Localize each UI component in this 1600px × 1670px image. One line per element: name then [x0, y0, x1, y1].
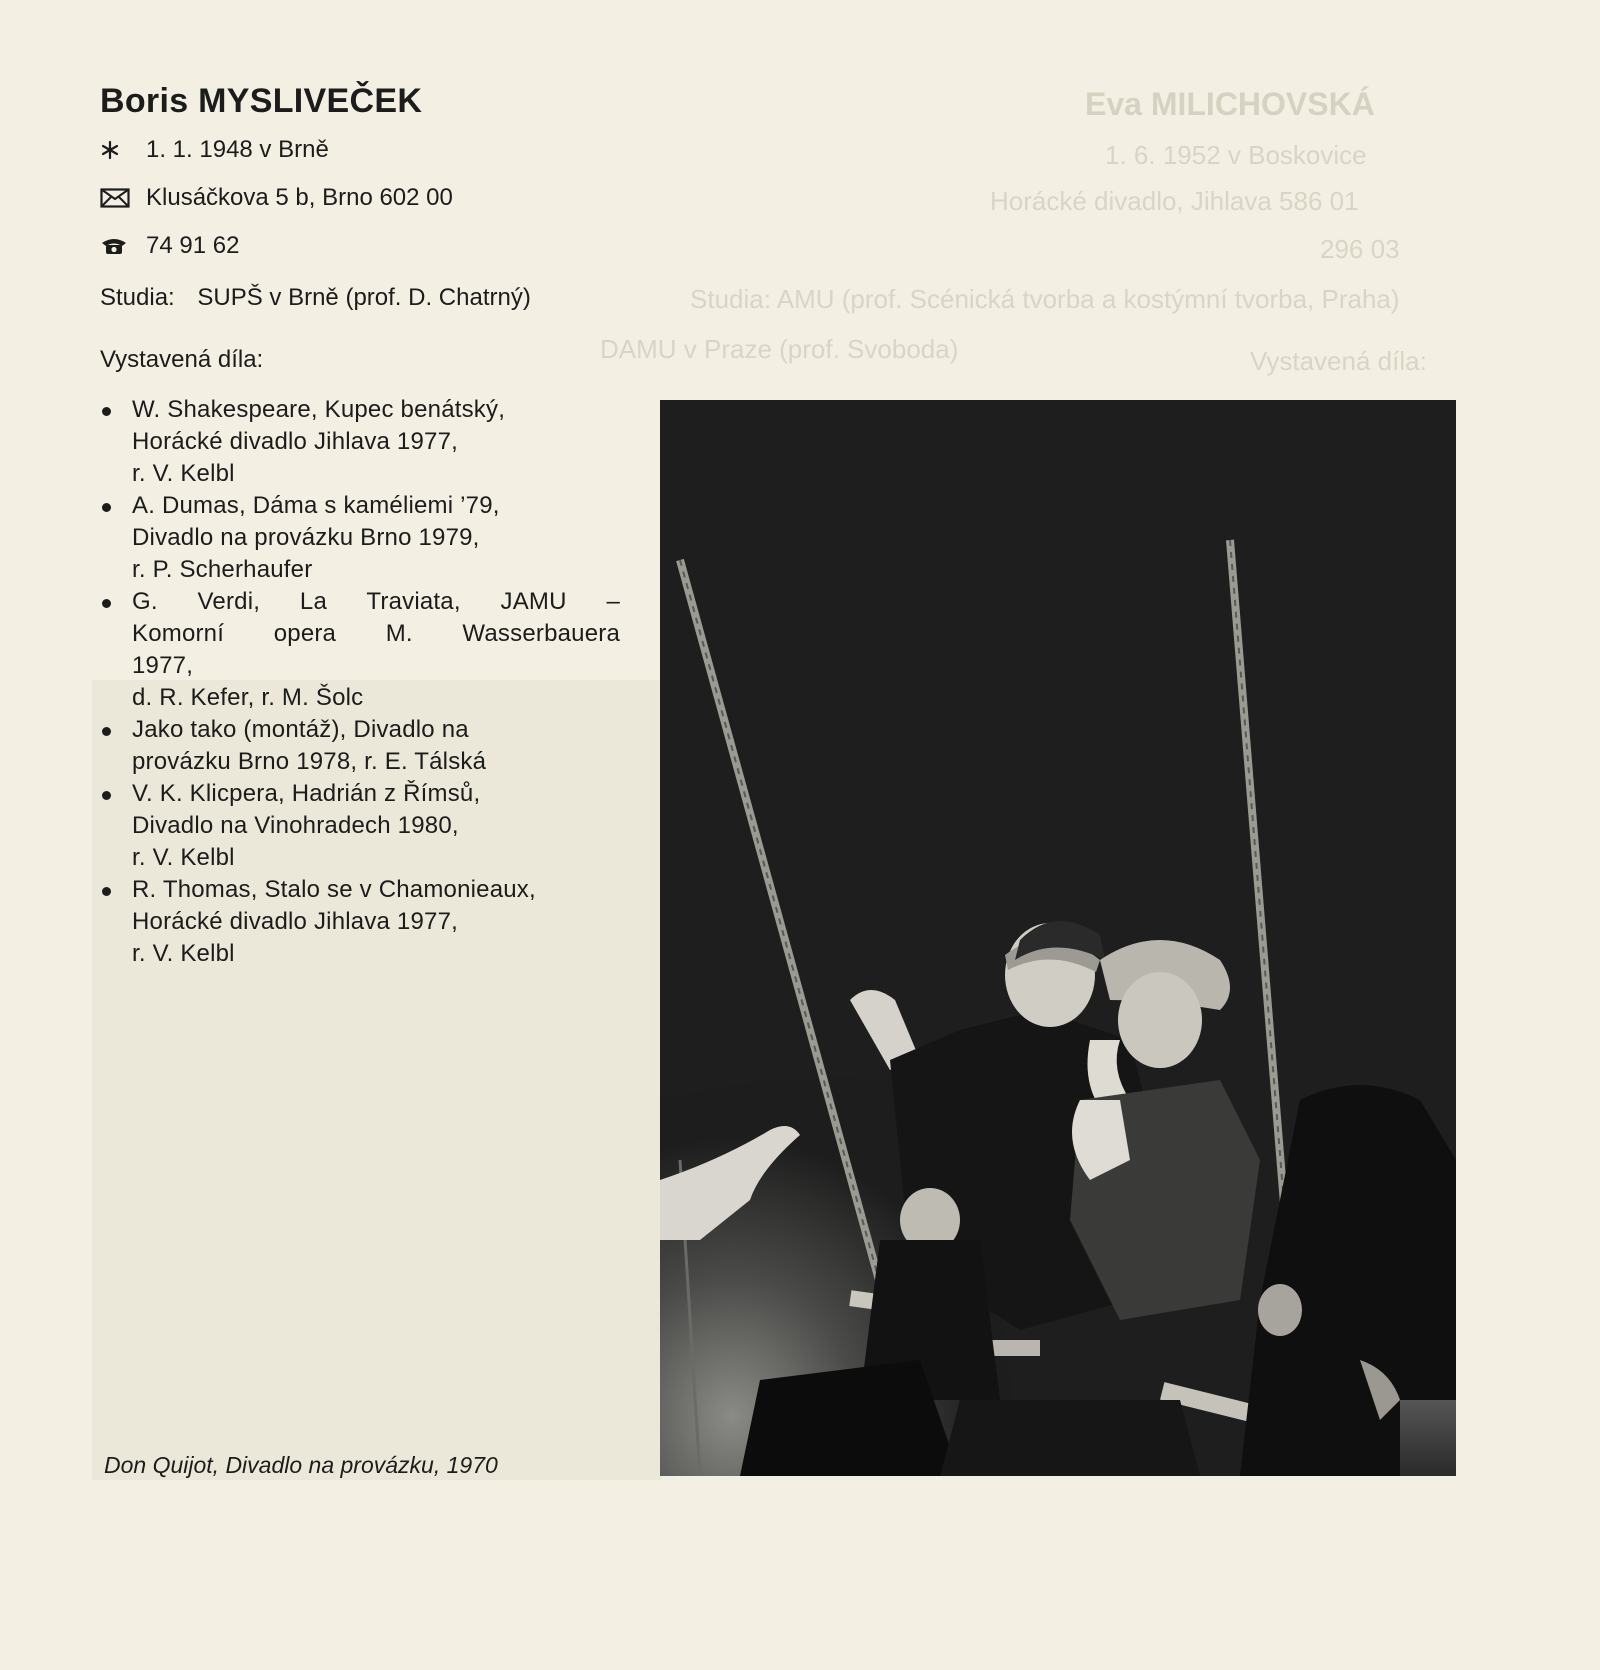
work-line: Divadlo na Vinohradech 1980, — [132, 812, 459, 839]
work-line: R. Thomas, Stalo se v Chamonieaux, — [132, 876, 536, 903]
work-line: r. P. Scherhaufer — [132, 556, 313, 583]
list-item — [100, 490, 620, 586]
work-line: d. R. Kefer, r. M. Šolc — [132, 684, 364, 711]
work-line: Komorní opera M. Wasserbauera — [132, 620, 620, 647]
stage-photo — [660, 400, 1456, 1476]
work-line: provázku Brno 1978, r. E. Tálská — [132, 748, 487, 775]
telephone-icon — [100, 236, 132, 256]
stage-photo-illustration — [660, 400, 1456, 1476]
envelope-icon — [100, 188, 132, 208]
bullet-icon — [102, 407, 111, 416]
list-item — [100, 394, 620, 490]
bullet-icon — [102, 503, 111, 512]
studies-label: Studia: — [100, 284, 175, 311]
phone-text: 74 91 62 — [146, 232, 240, 259]
works-heading: Vystavená díla: — [100, 346, 264, 373]
work-line: Jako tako (montáž), Divadlo na — [132, 716, 469, 743]
show-through-address: Horácké divadlo, Jihlava 586 01 — [990, 186, 1359, 216]
bullet-icon — [102, 887, 111, 896]
bullet-icon — [102, 791, 111, 800]
artist-name: Boris MYSLIVEČEK — [100, 82, 423, 120]
birth-row — [100, 136, 329, 164]
show-through-birth: 1. 6. 1952 v Boskovice — [1105, 140, 1367, 170]
studies-row — [100, 284, 531, 312]
bullet-icon — [102, 599, 111, 608]
list-item — [100, 778, 620, 874]
asterisk-icon — [100, 140, 132, 160]
photo-caption: Don Quijot, Divadlo na provázku, 1970 — [104, 1452, 498, 1478]
work-line: Horácké divadlo Jihlava 1977, — [132, 908, 458, 935]
list-item — [100, 586, 620, 714]
show-through-studies-2: DAMU v Praze (prof. Svoboda) — [600, 334, 959, 364]
show-through-heading: Vystavená díla: — [1250, 346, 1427, 376]
work-line: r. V. Kelbl — [132, 940, 235, 967]
work-line: Divadlo na provázku Brno 1979, — [132, 524, 480, 551]
list-item — [100, 714, 620, 778]
show-through-studies: Studia: AMU (prof. Scénická tvorba a kostýmní tvorba, Praha) — [690, 284, 1400, 314]
work-line: 1977, — [132, 652, 194, 679]
phone-row — [100, 232, 239, 260]
studies-value: SUPŠ v Brně (prof. D. Chatrný) — [197, 284, 531, 311]
works-list — [100, 394, 620, 970]
bullet-icon — [102, 727, 111, 736]
show-through-phone: 296 03 — [1320, 234, 1400, 264]
work-line: W. Shakespeare, Kupec benátský, — [132, 396, 506, 423]
address-row — [100, 184, 453, 212]
work-line: V. K. Klicpera, Hadrián z Římsů, — [132, 780, 481, 807]
work-line: r. V. Kelbl — [132, 844, 235, 871]
list-item — [100, 874, 620, 970]
show-through-name: Eva MILICHOVSKÁ — [1085, 86, 1375, 122]
work-line: A. Dumas, Dáma s kaméliemi ’79, — [132, 492, 500, 519]
work-line: r. V. Kelbl — [132, 460, 235, 487]
birth-text: 1. 1. 1948 v Brně — [146, 136, 329, 163]
work-line: Horácké divadlo Jihlava 1977, — [132, 428, 458, 455]
address-text: Klusáčkova 5 b, Brno 602 00 — [146, 184, 453, 211]
work-line: G. Verdi, La Traviata, JAMU – — [132, 588, 620, 615]
